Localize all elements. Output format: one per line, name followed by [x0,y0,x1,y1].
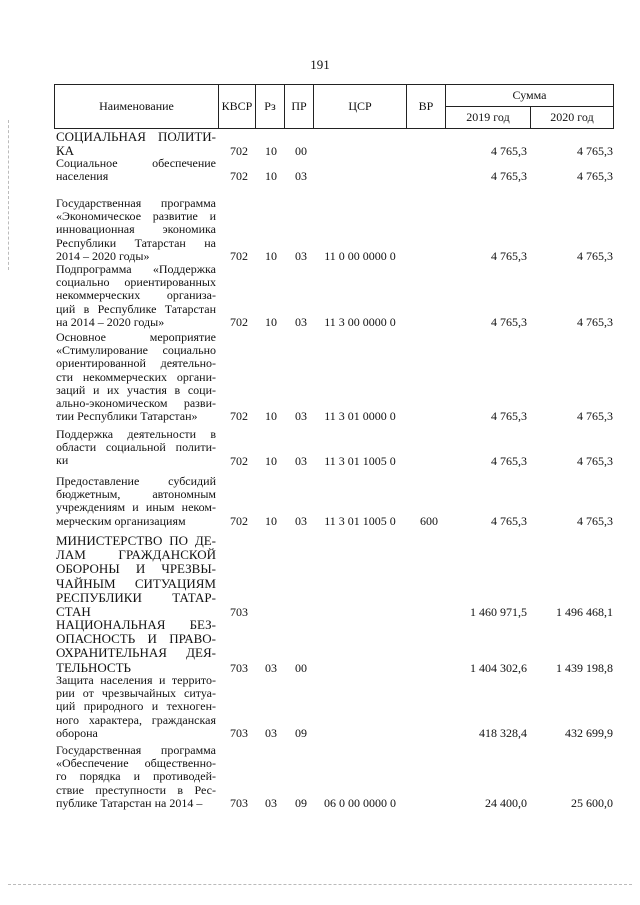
cell-kvsr: 702 [230,409,248,424]
cell-vr [414,316,444,329]
cell-pr: 03 [295,453,307,468]
row-name-line: «Стимулирование социально [56,344,216,358]
row-name-line: ОХРАНИТЕЛЬНАЯ ДЕЯ- [56,646,216,661]
cell-vr [414,170,444,183]
row-name-line: бюджетным, автономным [56,488,216,502]
cell-s2019: 24 400,0 [485,796,527,810]
cell-s2019: 4 765,3 [491,513,527,528]
row-name [56,130,216,158]
cell-csr: 11 3 01 0000 0 [324,409,396,424]
cell-s2019: 4 765,3 [491,453,527,468]
cell-s2020: 4 765,3 [577,315,613,329]
cell-rz: 03 [265,726,277,740]
cell-rz: 10 [265,409,277,424]
row-name-line: ально-экономическом разви- [56,396,216,410]
row-name-line: мерческим организациям [56,514,186,528]
row-name-line: ного характера, гражданская [56,713,216,727]
header-sum: Сумма [445,84,614,107]
cell-s2020: 4 765,3 [577,249,613,263]
cell-kvsr: 702 [230,513,248,528]
cell-kvsr: 703 [230,660,248,675]
cell-csr [319,662,401,675]
cell-rz: 10 [265,249,277,263]
row-name-line: тии Республики Татарстан» [56,410,198,424]
cell-s2020: 4 765,3 [577,513,613,528]
table-row [54,475,614,528]
cell-pr: 03 [295,513,307,528]
row-name-line: на 2014 – 2020 годы» [56,315,165,329]
row-name-line: ТЕЛЬНОСТЬ [56,660,132,675]
cell-kvsr: 702 [230,453,248,468]
cell-csr: 11 3 01 1005 0 [324,513,396,528]
row-name-line: ствие преступности в Рес- [56,783,216,797]
row-name [56,475,216,528]
row-name-line: области социальной полити- [56,441,216,455]
cell-kvsr: 702 [230,144,248,159]
cell-rz: 10 [265,513,277,528]
row-name-line: РЕСПУБЛИКИ ТАТАР- [56,590,216,605]
row-name-line: населения [56,170,109,184]
cell-vr [414,455,444,468]
row-name-line: инновационная экономика [56,223,216,237]
row-name [56,157,216,183]
row-name-line: МИНИСТЕРСТВО ПО ДЕ- [56,534,216,548]
cell-s2019: 4 765,3 [491,409,527,424]
row-name-line: ций природного и техноген- [56,700,216,714]
cell-s2020: 4 765,3 [577,169,613,184]
table-row [54,331,614,423]
cell-kvsr: 702 [230,169,248,184]
row-name-line: СОЦИАЛЬНАЯ ПОЛИТИ- [56,130,216,144]
header-2019: 2019 год [445,106,531,129]
cell-s2019: 4 765,3 [491,169,527,184]
row-name [56,197,216,263]
row-name-line: Государственная программа [56,197,216,210]
cell-s2019: 4 765,3 [491,144,527,159]
cell-vr [414,727,444,740]
page-number: 191 [310,57,330,72]
cell-rz: 10 [265,144,277,159]
cell-s2019: 4 765,3 [491,249,527,263]
row-name-line: оборона [56,726,98,740]
cell-csr: 11 3 01 1005 0 [324,453,396,468]
table-row [54,744,614,810]
row-name-line: некоммерческих организа- [56,289,216,303]
cell-vr [414,410,444,423]
row-name-line: социально ориентированных [56,276,216,290]
row-name-line: го порядка и противодей- [56,770,216,784]
cell-vr: 600 [420,513,438,528]
cell-kvsr: 702 [230,315,248,329]
cell-rz: 10 [265,169,277,184]
row-name [56,534,216,619]
row-name-line: «Экономическое развитие и [56,210,216,224]
cell-s2020: 1 496 468,1 [556,605,613,620]
cell-s2019: 1 460 971,5 [470,605,527,620]
cell-vr [414,797,444,810]
row-name-line: НАЦИОНАЛЬНАЯ БЕЗ- [56,618,216,632]
cell-rz: 03 [265,660,277,675]
cell-pr: 00 [295,144,307,159]
table-row [54,534,614,619]
cell-pr: 09 [295,726,307,740]
header-csr: ЦСР [313,84,407,129]
row-name-line: Поддержка деятельности в [56,428,216,441]
row-name-line: ОПАСНОСТЬ И ПРАВО- [56,632,216,647]
table-row [54,157,614,183]
cell-kvsr: 703 [230,605,248,620]
row-name-line: Республики Татарстан на [56,236,216,250]
cell-s2019: 1 404 302,6 [470,660,527,675]
cell-s2019: 418 328,4 [479,726,527,740]
row-name-line: СТАН [56,604,91,619]
cell-pr: 03 [295,409,307,424]
cell-pr: 03 [295,249,307,263]
cell-pr: 03 [295,315,307,329]
scan-bottom-line [8,884,632,885]
scan-edge-line [8,120,9,270]
row-name-line: Защита населения и террито- [56,674,216,687]
row-name-line: Государственная программа [56,744,216,757]
cell-csr [319,727,401,740]
row-name-line: ций в Республике Татарстан [56,302,216,316]
cell-pr: 03 [295,169,307,184]
table-row [54,674,614,740]
row-name-line: ки [56,454,69,468]
header-name: Наименование [54,84,219,129]
row-name-line: учреждениям и иным неком- [56,501,216,515]
table-row [54,263,614,329]
cell-s2020: 25 600,0 [571,796,613,810]
cell-pr: 09 [295,796,307,810]
row-name-line: ЧАЙНЫМ СИТУАЦИЯМ [56,576,216,591]
table-row [54,197,614,263]
row-name-line: заций и их участия в соци- [56,383,216,397]
row-name-line: Основное мероприятие [56,331,216,344]
row-name-line: Социальное обеспечение [56,157,216,170]
cell-csr: 11 3 00 0000 0 [324,315,396,329]
cell-s2019: 4 765,3 [491,315,527,329]
row-name-line: ориентированной деятельно- [56,357,216,371]
header-pr: ПР [284,84,314,129]
row-name [56,263,216,329]
row-name-line: Подпрограмма «Поддержка [56,263,216,276]
row-name-line: рии от чрезвычайных ситуа- [56,687,216,701]
cell-s2020: 1 439 198,8 [556,660,613,675]
header-vr: ВР [406,84,446,129]
cell-s2020: 4 765,3 [577,144,613,159]
table-row [54,130,614,158]
table-row [54,618,614,675]
cell-rz: 03 [265,796,277,810]
row-name-line: 2014 – 2020 годы» [56,249,150,263]
header-2020: 2020 год [530,106,614,129]
cell-kvsr: 702 [230,249,248,263]
row-name-line: КА [56,144,75,159]
table-row [54,428,614,468]
cell-csr: 06 0 00 0000 0 [324,796,396,810]
row-name [56,618,216,675]
row-name-line: ОБОРОНЫ И ЧРЕЗВЫ- [56,562,216,577]
cell-vr [414,250,444,263]
cell-rz: 10 [265,453,277,468]
table-header [54,84,614,129]
cell-kvsr: 703 [230,726,248,740]
header-rz: Рз [255,84,285,129]
cell-pr: 00 [295,660,307,675]
cell-rz: 10 [265,315,277,329]
row-name-line: публике Татарстан на 2014 – [56,796,203,810]
cell-vr [414,662,444,675]
row-name [56,331,216,423]
cell-s2020: 4 765,3 [577,453,613,468]
cell-s2020: 432 699,9 [565,726,613,740]
row-name-line: ЛАМ ГРАЖДАНСКОЙ [56,548,216,563]
row-name-line: Предоставление субсидий [56,475,216,488]
cell-csr [319,170,401,183]
cell-s2020: 4 765,3 [577,409,613,424]
row-name-line: «Обеспечение общественно- [56,757,216,771]
row-name [56,428,216,468]
row-name-line: сти некоммерческих органи- [56,370,216,384]
cell-csr: 11 0 00 0000 0 [324,249,396,263]
row-name [56,744,216,810]
header-kvsr: КВСР [218,84,256,129]
row-name [56,674,216,740]
cell-kvsr: 703 [230,796,248,810]
